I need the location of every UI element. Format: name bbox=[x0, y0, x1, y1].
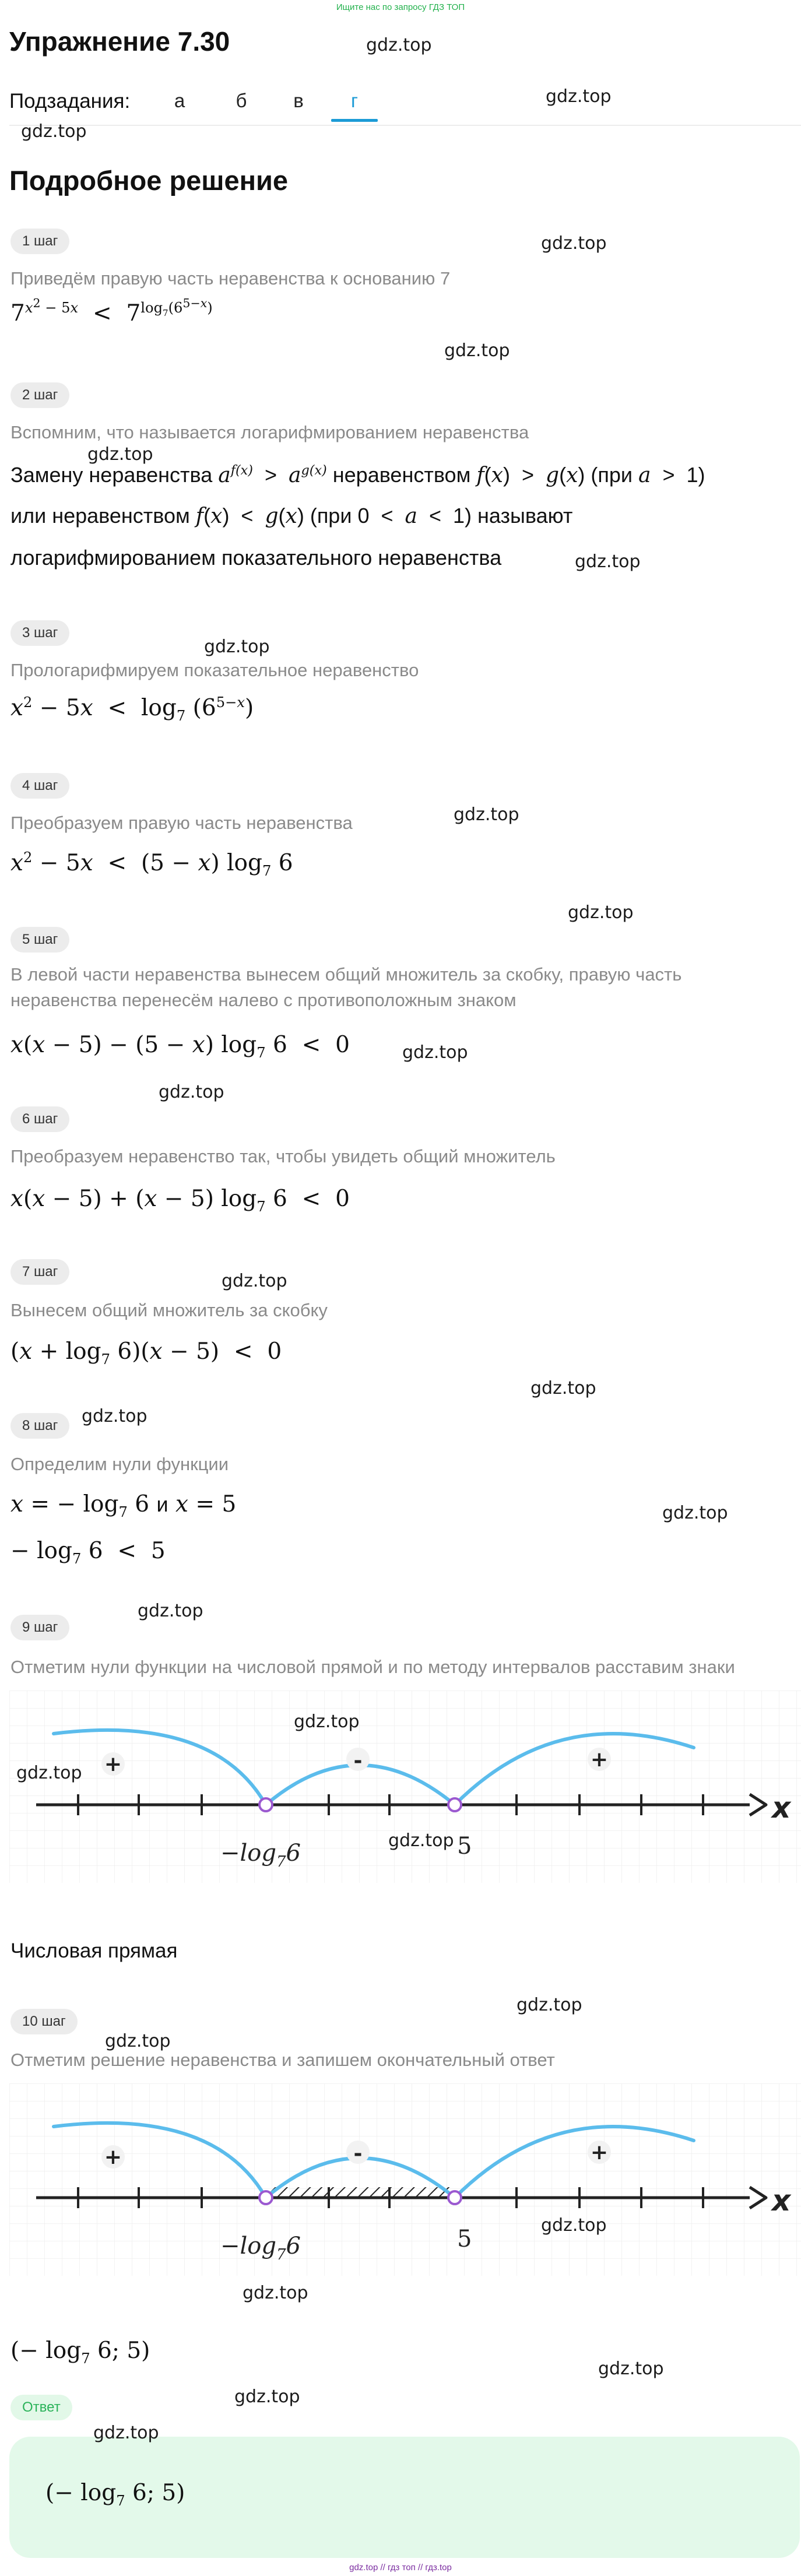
page-title: Упражнение 7.30 bbox=[9, 26, 230, 57]
watermark: gdz.top bbox=[243, 2283, 308, 2303]
zero-point bbox=[448, 2191, 461, 2204]
point-label-right: 5 bbox=[457, 2226, 472, 2252]
section-title: Подробное решение bbox=[9, 165, 289, 196]
footer-links[interactable]: gdz.top // гдз топ // гдз.top bbox=[349, 2563, 452, 2573]
definition-text: называют bbox=[477, 504, 573, 528]
number-line-chart bbox=[9, 1691, 801, 1883]
step-description: Вынесем общий множитель за скобку bbox=[10, 1300, 328, 1320]
sign-label: + bbox=[590, 1748, 609, 1772]
math-expression: $x^2 - 5x < (5 - x)$ $\log_7 6$ bbox=[10, 849, 293, 879]
step-badge: 1 шаг bbox=[10, 229, 69, 254]
definition-text: неравенством bbox=[332, 463, 471, 487]
solution-hatch bbox=[266, 2187, 455, 2198]
math-expression: (− $\log_7 6$; 5) bbox=[10, 2338, 150, 2367]
watermark: gdz.top bbox=[662, 1503, 728, 1523]
subtasks-label: Подзадания: bbox=[9, 90, 131, 113]
watermark: gdz.top bbox=[541, 2215, 607, 2236]
step-description: Отметим решение неравенства и запишем окончательный ответ bbox=[10, 2050, 555, 2070]
watermark: gdz.top bbox=[575, 551, 641, 572]
step-badge: 9 шаг bbox=[10, 1615, 69, 1640]
watermark: gdz.top bbox=[402, 1042, 468, 1063]
axis-label: x bbox=[772, 1791, 791, 1825]
watermark: gdz.top bbox=[138, 1601, 203, 1621]
math-expression: $(x + \log_7 6)(x - 5) < 0$ bbox=[10, 1338, 282, 1368]
conjunction: и bbox=[156, 1492, 168, 1516]
watermark: gdz.top bbox=[105, 2031, 171, 2051]
step-description: Преобразуем неравенство так, чтобы увидеть общий множитель bbox=[10, 1146, 556, 1166]
watermark: gdz.top bbox=[234, 2387, 300, 2407]
watermark: gdz.top bbox=[222, 1271, 287, 1291]
step-description: Вспомним, что называется логарифмированием неравенства bbox=[10, 422, 529, 442]
top-search-link[interactable]: Ищите нас по запросу ГДЗ ТОП bbox=[336, 2, 465, 12]
math-expression: $x^2 - 5x < \log_7 (6^{5-x})$ bbox=[10, 694, 254, 724]
grid-background bbox=[9, 2083, 801, 2276]
sign-label: - bbox=[353, 1749, 363, 1773]
watermark: gdz.top bbox=[388, 1830, 454, 1851]
step-badge: 10 шаг bbox=[10, 2009, 78, 2034]
math-expression: − $\log_7 6 < 5$ bbox=[10, 1538, 166, 1567]
definition-text: или неравенством bbox=[10, 504, 190, 528]
step-description: В левой части неравенства вынесем общий множитель за скобку, правую часть неравенства перенесём налево с противоположным знаком bbox=[10, 964, 682, 1010]
zero-point bbox=[259, 2191, 272, 2204]
definition-line-3: логарифмированием показательного неравенства bbox=[10, 546, 502, 570]
watermark: gdz.top bbox=[159, 1082, 224, 1102]
sign-label: + bbox=[104, 2145, 122, 2169]
watermark: gdz.top bbox=[568, 902, 634, 923]
step-badge: 6 шаг bbox=[10, 1106, 69, 1132]
math-expression: x(x − 5) − (5 − x) $\log_7 6 < 0$ bbox=[10, 1032, 350, 1061]
point-label-left: $-\log_76$ bbox=[220, 1840, 301, 1871]
answer-badge: Ответ bbox=[10, 2395, 72, 2420]
tab-a[interactable]: а bbox=[174, 90, 185, 111]
math-expression: x = − $\log_7 6$ и x = 5 bbox=[10, 1491, 237, 1520]
definition-text: (при bbox=[310, 504, 352, 528]
step-badge: 7 шаг bbox=[10, 1259, 69, 1285]
point-label-left: $-\log_76$ bbox=[220, 2233, 301, 2264]
watermark: gdz.top bbox=[21, 121, 87, 142]
tab-b[interactable]: б bbox=[236, 90, 247, 111]
watermark: gdz.top bbox=[546, 86, 612, 107]
math-expression: $7^{x^2 - 5x} < 7^{log_7(6^{5-x})}$ bbox=[10, 296, 213, 326]
step-badge: 4 шаг bbox=[10, 773, 69, 799]
watermark: gdz.top bbox=[454, 804, 519, 825]
watermark: gdz.top bbox=[294, 1712, 360, 1732]
step-description: Преобразуем правую часть неравенства bbox=[10, 813, 353, 833]
step-badge: 5 шаг bbox=[10, 927, 69, 953]
tab-v[interactable]: в bbox=[293, 90, 304, 111]
watermark: gdz.top bbox=[541, 233, 607, 254]
subtasks-bar bbox=[9, 82, 801, 126]
tab-g[interactable]: г bbox=[350, 90, 359, 111]
answer-value: (− $\log_7 6$; 5) bbox=[45, 2480, 185, 2509]
zero-point bbox=[448, 1798, 461, 1811]
step-badge: 2 шаг bbox=[10, 382, 69, 408]
step-description: Определим нули функции bbox=[10, 1454, 229, 1474]
answer-box bbox=[9, 2437, 800, 2558]
watermark: gdz.top bbox=[82, 1406, 147, 1426]
watermark: gdz.top bbox=[366, 35, 432, 55]
sign-label: - bbox=[353, 2142, 363, 2166]
definition-text: Замену неравенства bbox=[10, 463, 213, 487]
definition-line-2: или неравенством f(x) < g(x) (при 0 < a < 1) называют bbox=[10, 504, 573, 528]
math-expression: x(x − 5) + (x − 5) $\log_7 6 < 0$ bbox=[10, 1186, 350, 1215]
watermark: gdz.top bbox=[444, 340, 510, 361]
zero-point bbox=[259, 1798, 272, 1811]
watermark: gdz.top bbox=[204, 637, 270, 657]
watermark: gdz.top bbox=[93, 2423, 159, 2443]
solution-number-line-chart bbox=[9, 2083, 801, 2276]
watermark: gdz.top bbox=[16, 1763, 82, 1783]
sign-label: + bbox=[590, 2141, 609, 2164]
grid-background bbox=[9, 1691, 801, 1883]
point-label-right: 5 bbox=[457, 1833, 472, 1860]
active-tab-underline bbox=[331, 119, 378, 122]
watermark: gdz.top bbox=[87, 444, 153, 465]
definition-line-1: Замену неравенства $a^{f(x)} > a^{g(x)}$ неравенством f(x) > g(x) (при a > 1) bbox=[10, 463, 705, 487]
number-line-caption: Числовая прямая bbox=[10, 1939, 178, 1962]
step-badge: 8 шаг bbox=[10, 1413, 69, 1439]
step-description: Отметим нули функции на числовой прямой и по методу интервалов расставим знаки bbox=[10, 1657, 735, 1677]
watermark: gdz.top bbox=[531, 1378, 596, 1398]
step-badge: 3 шаг bbox=[10, 620, 69, 646]
definition-text: (при bbox=[591, 463, 633, 487]
watermark: gdz.top bbox=[517, 1995, 582, 2015]
watermark: gdz.top bbox=[598, 2359, 664, 2379]
axis-label: x bbox=[772, 2184, 791, 2217]
step-description: Прологарифмируем показательное неравенство bbox=[10, 660, 419, 680]
step-description: Приведём правую часть неравенства к основанию 7 bbox=[10, 268, 451, 289]
sign-label: + bbox=[104, 1752, 122, 1776]
